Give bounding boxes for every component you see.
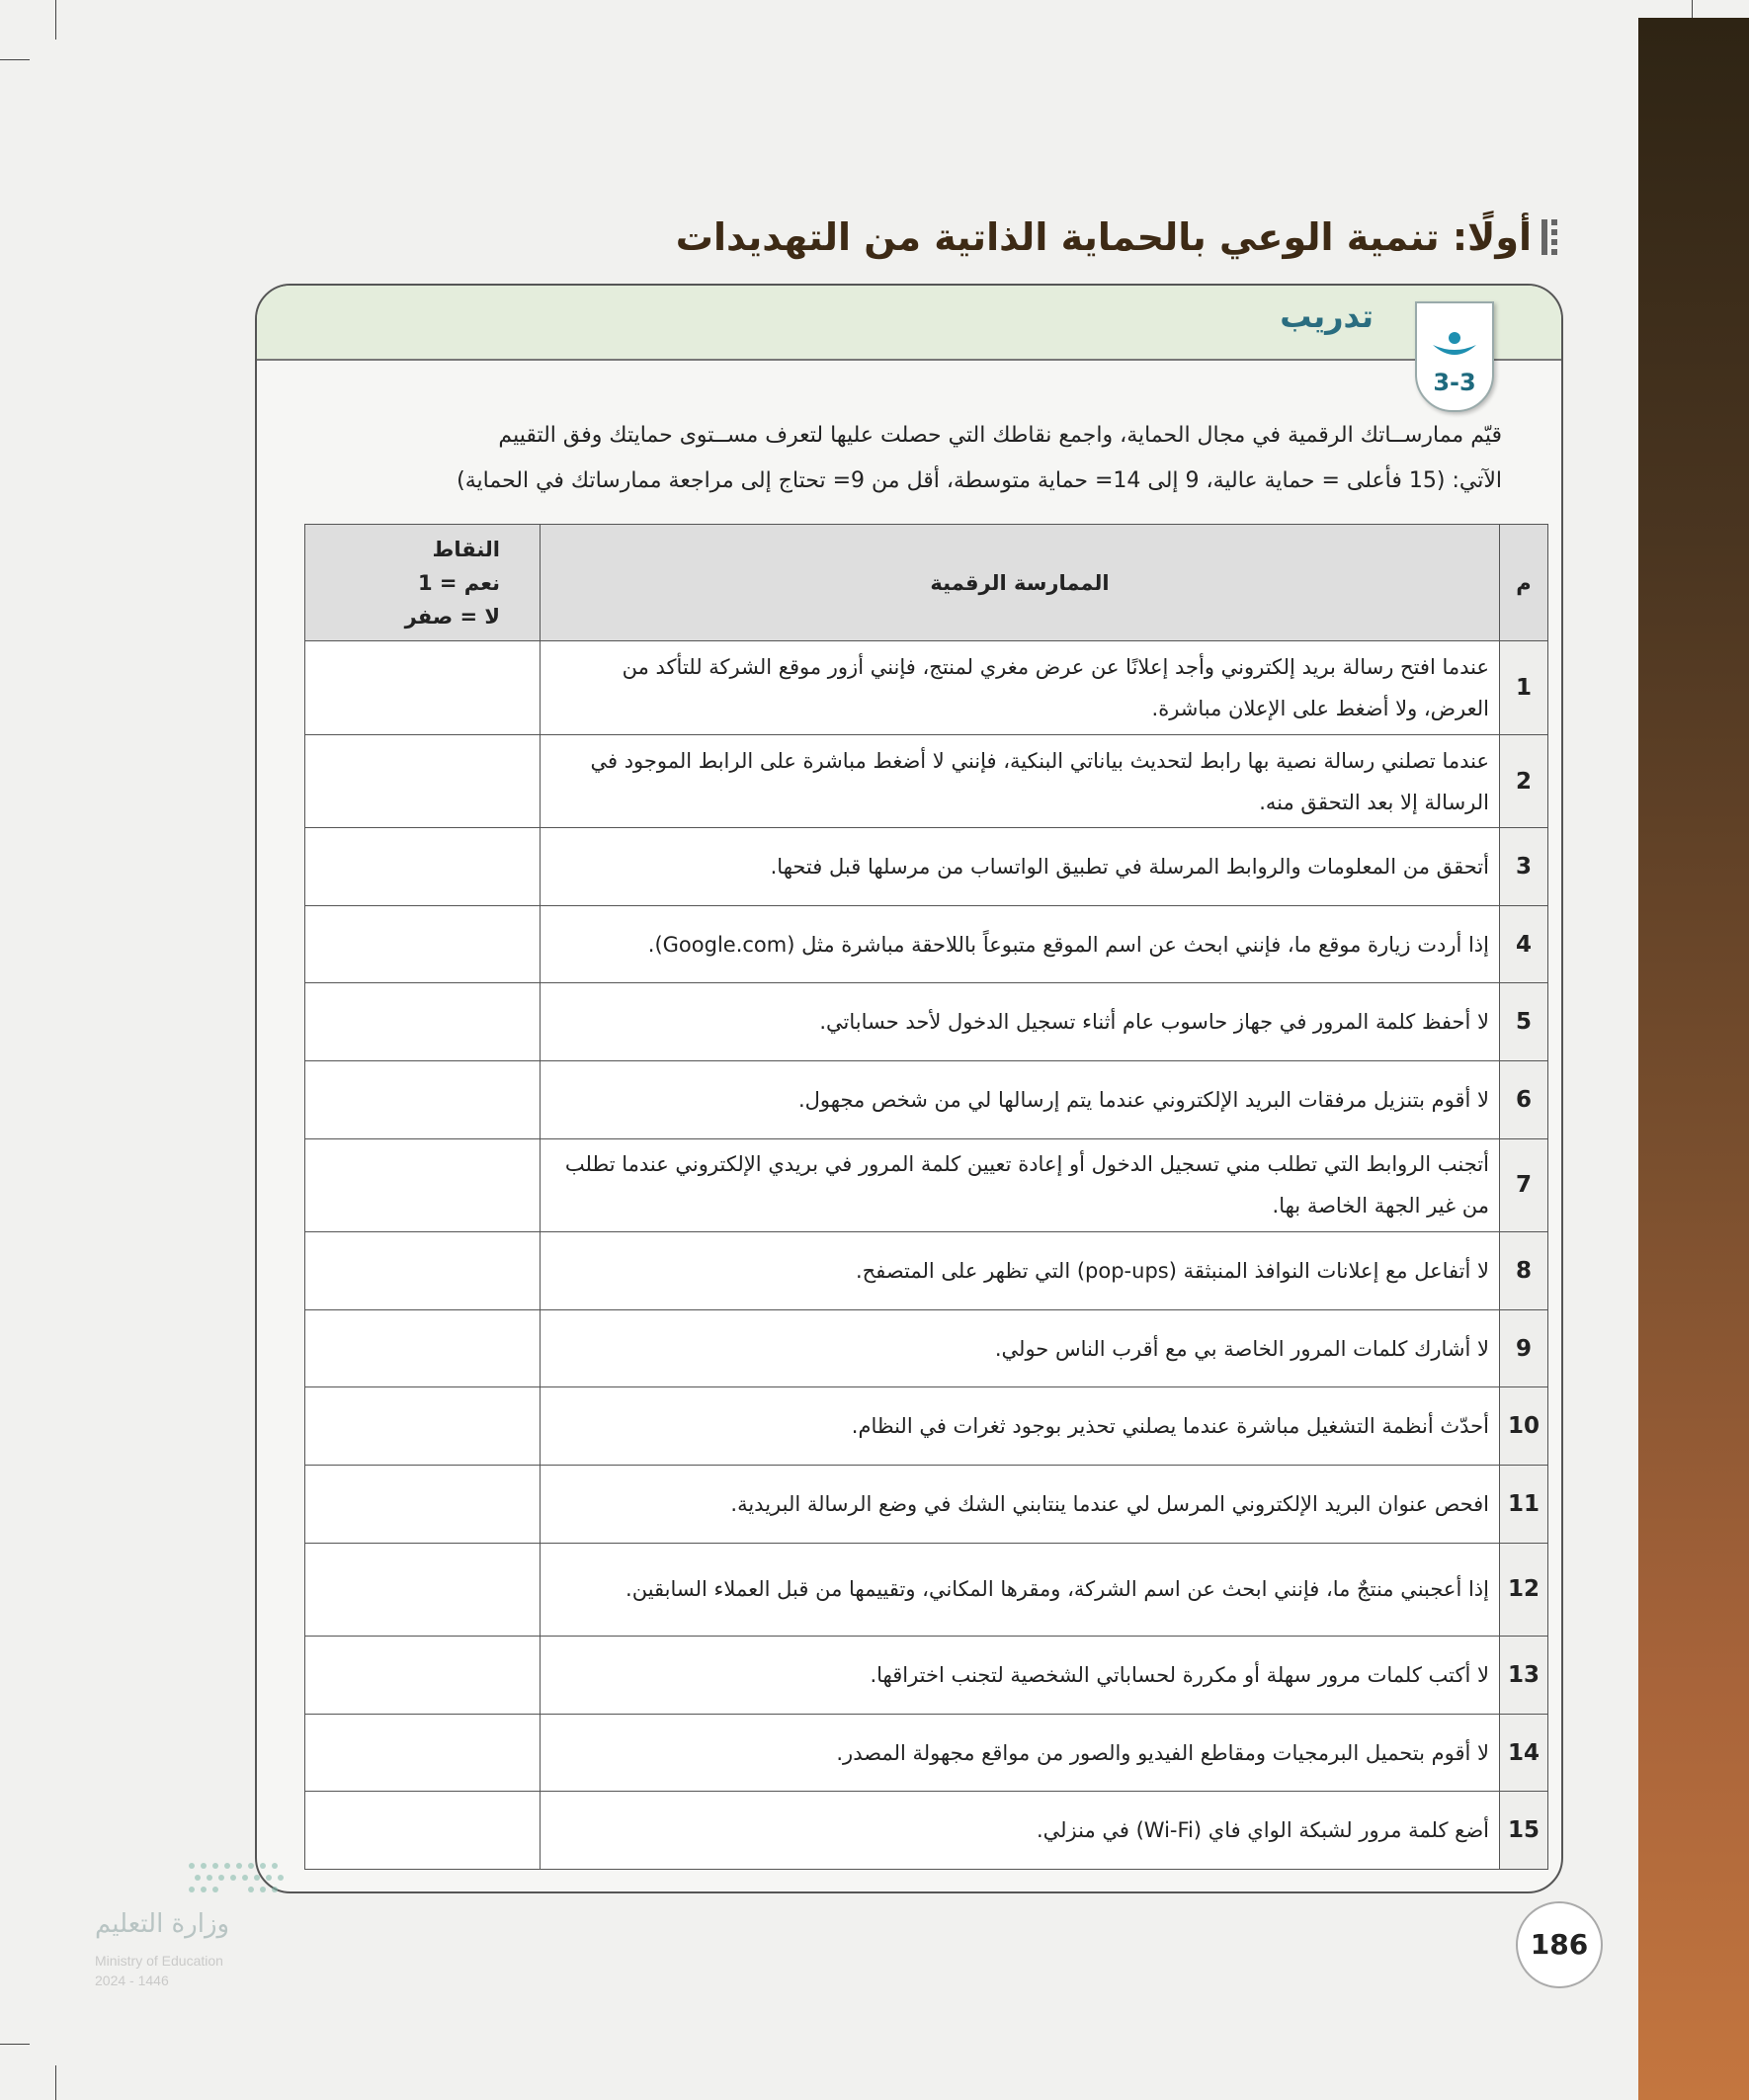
row-number: 6 xyxy=(1500,1061,1548,1139)
page-number: 186 xyxy=(1530,1928,1589,1961)
header-num: م xyxy=(1500,525,1548,641)
header-practice: الممارسة الرقمية xyxy=(541,525,1500,641)
row-practice-text: لا أقوم بتحميل البرمجيات ومقاطع الفيديو والصور من مواقع مجهولة المصدر. xyxy=(541,1714,1500,1792)
row-practice-text: أضع كلمة مرور لشبكة الواي فاي (Wi-Fi) في منزلي. xyxy=(541,1792,1500,1870)
crop-mark xyxy=(0,2044,30,2045)
row-points-cell[interactable] xyxy=(305,1309,541,1387)
practices-table xyxy=(304,524,1548,1870)
row-points-cell[interactable] xyxy=(305,983,541,1061)
table-row xyxy=(305,1387,1548,1466)
row-practice-text: إذا أعجبني منتجٌ ما، فإنني ابحث عن اسم الشركة، ومقرها المكاني، وتقييمها من قبل العملاء السابقين. xyxy=(541,1543,1500,1637)
row-number: 11 xyxy=(1500,1465,1548,1543)
header-points-no: لا = صفر xyxy=(404,604,500,629)
row-points-cell[interactable] xyxy=(305,905,541,983)
heading-bullet-icon xyxy=(1541,219,1561,255)
row-practice-text: أتحقق من المعلومات والروابط المرسلة في تطبيق الواتساب من مرسلها قبل فتحها. xyxy=(541,828,1500,906)
row-number: 15 xyxy=(1500,1792,1548,1870)
row-number: 9 xyxy=(1500,1309,1548,1387)
row-practice-text: لا أتفاعل مع إعلانات النوافذ المنبثقة (pop-ups) التي تظهر على المتصفح. xyxy=(541,1232,1500,1310)
row-practice-text: لا أشارك كلمات المرور الخاصة بي مع أقرب الناس حولي. xyxy=(541,1309,1500,1387)
row-practice-text: إذا أردت زيارة موقع ما، فإنني ابحث عن اسم الموقع متبوعاً باللاحقة مباشرة مثل (Google.com). xyxy=(541,905,1500,983)
table-row xyxy=(305,905,1548,983)
table-row xyxy=(305,1637,1548,1715)
crop-mark xyxy=(0,59,30,60)
row-number: 14 xyxy=(1500,1714,1548,1792)
row-number: 1 xyxy=(1500,641,1548,735)
row-points-cell[interactable] xyxy=(305,1543,541,1637)
header-points-title: النقاط xyxy=(432,537,500,561)
logo-name-en: Ministry of Education xyxy=(95,1953,223,1969)
page-number-badge xyxy=(1516,1901,1603,1988)
row-number: 3 xyxy=(1500,828,1548,906)
table-row xyxy=(305,641,1548,735)
row-number: 13 xyxy=(1500,1637,1548,1715)
row-number: 12 xyxy=(1500,1543,1548,1637)
exercise-badge xyxy=(1415,301,1494,412)
table-row xyxy=(305,1714,1548,1792)
table-row xyxy=(305,1309,1548,1387)
row-points-cell[interactable] xyxy=(305,1465,541,1543)
row-practice-text: عندما افتح رسالة بريد إلكتروني وأجد إعلانًا عن عرض مغري لمنتج، فإنني أزور موقع الشركة للتأكد من العرض، ولا أضغط على الإعلان مباشرة. xyxy=(541,641,1500,735)
row-number: 4 xyxy=(1500,905,1548,983)
row-points-cell[interactable] xyxy=(305,1232,541,1310)
row-points-cell[interactable] xyxy=(305,1061,541,1139)
logo-year: 2024 - 1446 xyxy=(95,1973,169,1988)
badge-number: 3-3 xyxy=(1433,369,1476,396)
row-number: 7 xyxy=(1500,1138,1548,1232)
row-points-cell[interactable] xyxy=(305,734,541,828)
exercise-instructions xyxy=(326,413,1502,504)
row-points-cell[interactable] xyxy=(305,1387,541,1466)
row-points-cell[interactable] xyxy=(305,1792,541,1870)
instructions-line-1: قيّم ممارســاتك الرقمية في مجال الحماية، واجمع نقاطك التي حصلت عليها لتعرف مســتوى حمايتك وفق التقييم xyxy=(498,423,1502,448)
table-row xyxy=(305,1465,1548,1543)
table-row xyxy=(305,1792,1548,1870)
row-practice-text: أتجنب الروابط التي تطلب مني تسجيل الدخول أو إعادة تعيين كلمة المرور في بريدي الإلكتروني عندما تطلب من غير الجهة الخاصة بها. xyxy=(541,1138,1500,1232)
table-row xyxy=(305,1232,1548,1310)
table-row xyxy=(305,1138,1548,1232)
row-number: 5 xyxy=(1500,983,1548,1061)
row-number: 8 xyxy=(1500,1232,1548,1310)
decorative-side-band xyxy=(1638,18,1749,2100)
table-row xyxy=(305,1061,1548,1139)
row-number: 10 xyxy=(1500,1387,1548,1466)
row-practice-text: لا أكتب كلمات مرور سهلة أو مكررة لحساباتي الشخصية لتجنب اختراقها. xyxy=(541,1637,1500,1715)
row-points-cell[interactable] xyxy=(305,1714,541,1792)
row-points-cell[interactable] xyxy=(305,828,541,906)
panel-title: تدريب xyxy=(1280,297,1374,335)
table-row xyxy=(305,734,1548,828)
table-row xyxy=(305,1543,1548,1637)
row-practice-text: أحدّث أنظمة التشغيل مباشرة عندما يصلني تحذير بوجود ثغرات في النظام. xyxy=(541,1387,1500,1466)
logo-name-ar: وزارة التعليم xyxy=(95,1909,230,1939)
row-points-cell[interactable] xyxy=(305,1637,541,1715)
table-row xyxy=(305,828,1548,906)
row-points-cell[interactable] xyxy=(305,1138,541,1232)
header-points-yes: نعم = 1 xyxy=(417,570,500,595)
ministry-logo xyxy=(95,1858,292,1996)
row-points-cell[interactable] xyxy=(305,641,541,735)
crop-mark xyxy=(55,2065,56,2100)
row-practice-text: افحص عنوان البريد الإلكتروني المرسل لي عندما ينتابني الشك في وضع الرسالة البريدية. xyxy=(541,1465,1500,1543)
person-book-icon xyxy=(1431,331,1478,361)
table-row xyxy=(305,983,1548,1061)
section-heading: أولًا: تنمية الوعي بالحماية الذاتية من التهديدات xyxy=(675,215,1532,259)
row-number: 2 xyxy=(1500,734,1548,828)
panel-header xyxy=(257,286,1561,361)
logo-dots-icon xyxy=(182,1858,291,1907)
row-practice-text: عندما تصلني رسالة نصية بها رابط لتحديث بياناتي البنكية، فإنني لا أضغط مباشرة على الرابط الموجود في الرسالة إلا بعد التحقق منه. xyxy=(541,734,1500,828)
row-practice-text: لا أحفظ كلمة المرور في جهاز حاسوب عام أثناء تسجيل الدخول لأحد حساباتي. xyxy=(541,983,1500,1061)
crop-mark xyxy=(55,0,56,40)
header-points xyxy=(305,525,541,641)
instructions-line-2: الآتي: (15 فأعلى = حماية عالية، 9 إلى 14= حماية متوسطة، أقل من 9= تحتاج إلى مراجعة ممارساتك في الحماية) xyxy=(457,468,1502,493)
row-practice-text: لا أقوم بتنزيل مرفقات البريد الإلكتروني عندما يتم إرسالها لي من شخص مجهول. xyxy=(541,1061,1500,1139)
